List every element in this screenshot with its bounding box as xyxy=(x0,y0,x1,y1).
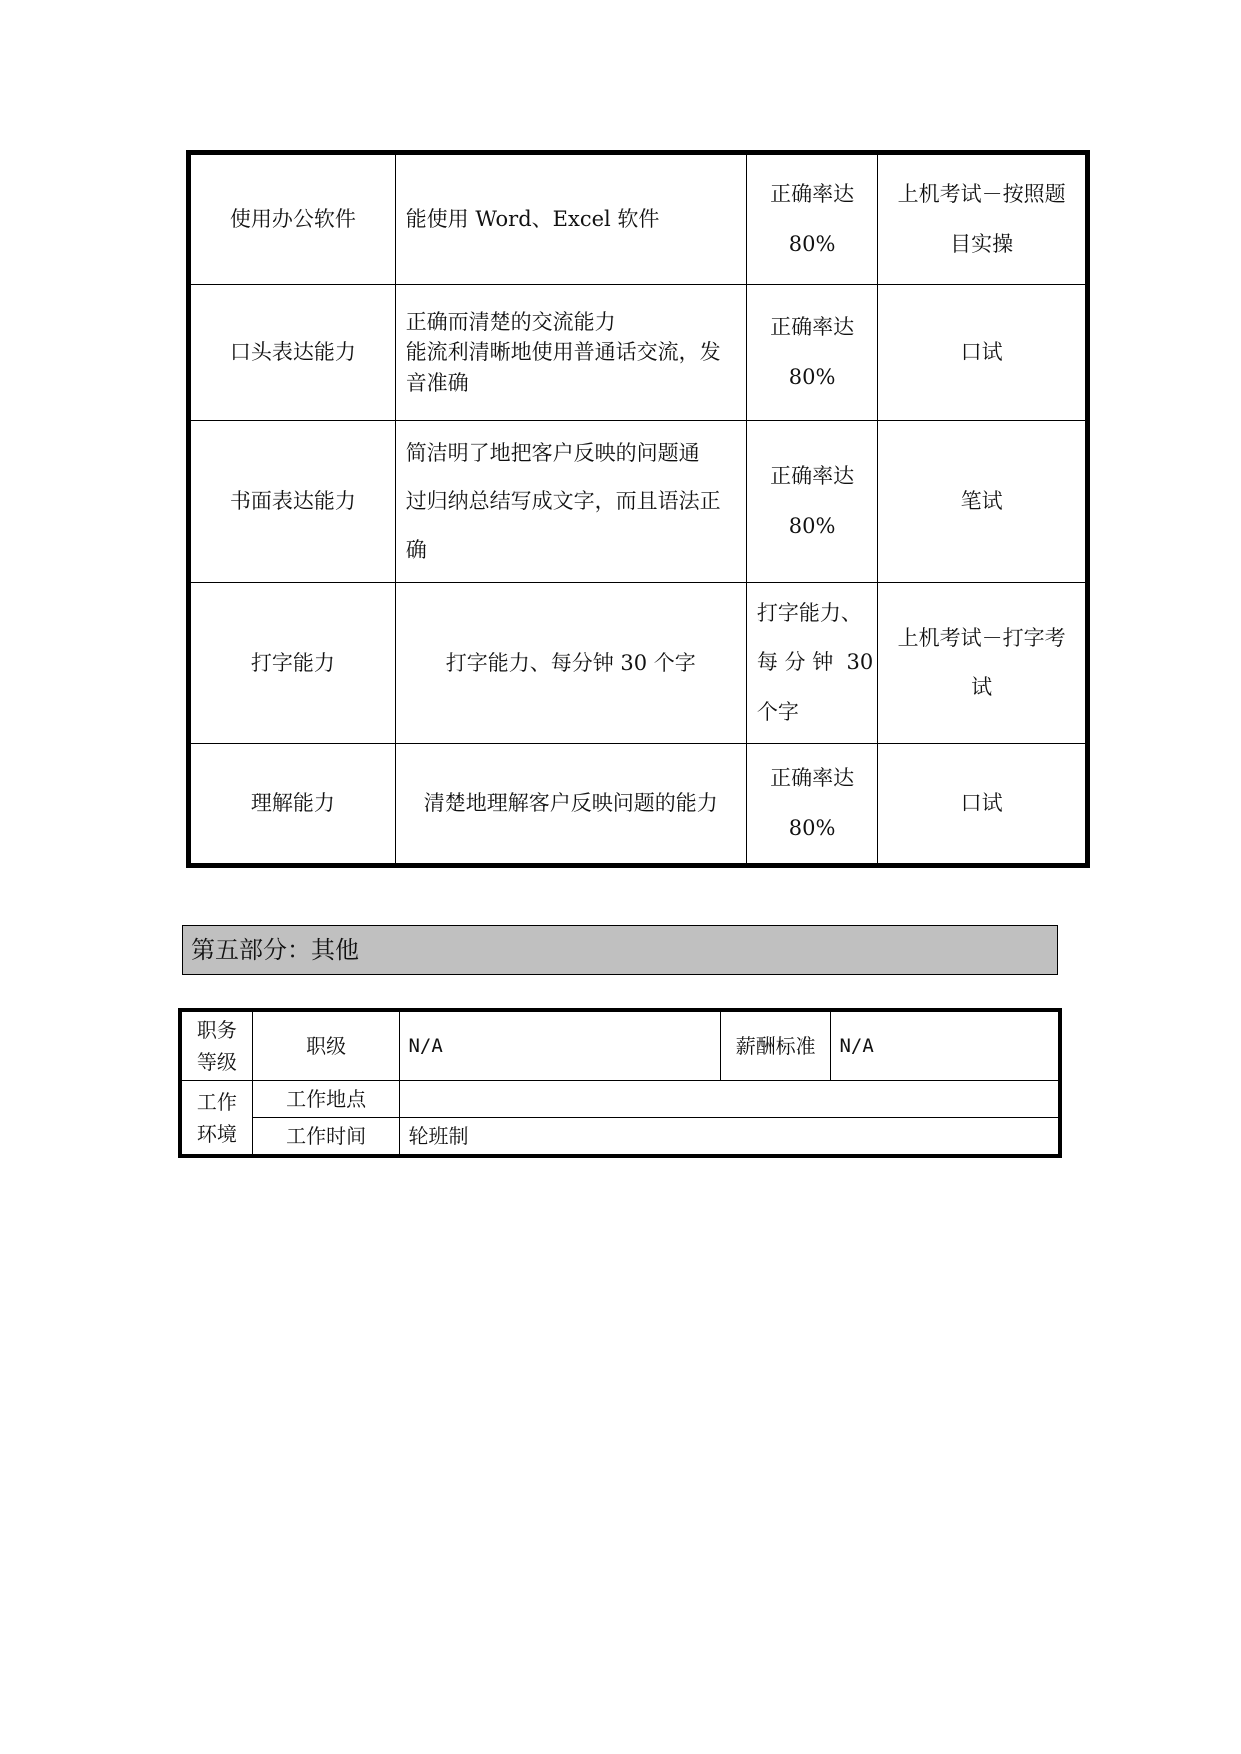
location-value xyxy=(400,1081,1060,1118)
skill-method: 上机考试－按照题 目实操 xyxy=(878,153,1088,285)
skill-method: 上机考试－打字考 试 xyxy=(878,583,1088,744)
table-row xyxy=(180,1118,1060,1157)
table-row xyxy=(189,744,1088,866)
table-row xyxy=(180,1010,1060,1081)
skill-description: 清楚地理解客户反映问题的能力 xyxy=(395,744,746,866)
skill-name: 口头表达能力 xyxy=(189,285,396,421)
table-row xyxy=(189,421,1088,583)
skill-criterion: 正确率达 80% xyxy=(746,285,877,421)
table-row xyxy=(180,1081,1060,1118)
skill-name: 书面表达能力 xyxy=(189,421,396,583)
skill-description: 简洁明了地把客户反映的问题通 过归纳总结写成文字，而且语法正 确 xyxy=(395,421,746,583)
grade-value: N/A xyxy=(400,1010,720,1081)
table-row xyxy=(189,583,1088,744)
skill-criterion: 正确率达 80% xyxy=(746,153,877,285)
skill-method: 口试 xyxy=(878,744,1088,866)
grade-label: 职级 xyxy=(252,1010,400,1081)
skill-method: 口试 xyxy=(878,285,1088,421)
skill-criterion: 打字能力、 每 分 钟 30 个字 xyxy=(746,583,877,744)
skill-name: 打字能力 xyxy=(189,583,396,744)
skill-description: 正确而清楚的交流能力 能流利清晰地使用普通话交流，发 音准确 xyxy=(395,285,746,421)
skill-assessment-table xyxy=(186,150,1090,868)
grade-group-label: 职务 等级 xyxy=(180,1010,252,1081)
skill-description: 打字能力、每分钟 30 个字 xyxy=(395,583,746,744)
other-info-table xyxy=(178,1008,1062,1158)
skill-name: 使用办公软件 xyxy=(189,153,396,285)
time-label: 工作时间 xyxy=(252,1118,400,1157)
skill-description: 能使用 Word、Excel 软件 xyxy=(395,153,746,285)
section-title: 第五部分：其他 xyxy=(182,925,1058,975)
salary-value: N/A xyxy=(831,1010,1060,1081)
env-group-label: 工作 环境 xyxy=(180,1081,252,1157)
skill-criterion: 正确率达 80% xyxy=(746,744,877,866)
table-row xyxy=(189,285,1088,421)
skill-method: 笔试 xyxy=(878,421,1088,583)
skill-name: 理解能力 xyxy=(189,744,396,866)
skill-criterion: 正确率达 80% xyxy=(746,421,877,583)
table-row xyxy=(189,153,1088,285)
salary-label: 薪酬标准 xyxy=(720,1010,831,1081)
location-label: 工作地点 xyxy=(252,1081,400,1118)
time-value: 轮班制 xyxy=(400,1118,1060,1157)
